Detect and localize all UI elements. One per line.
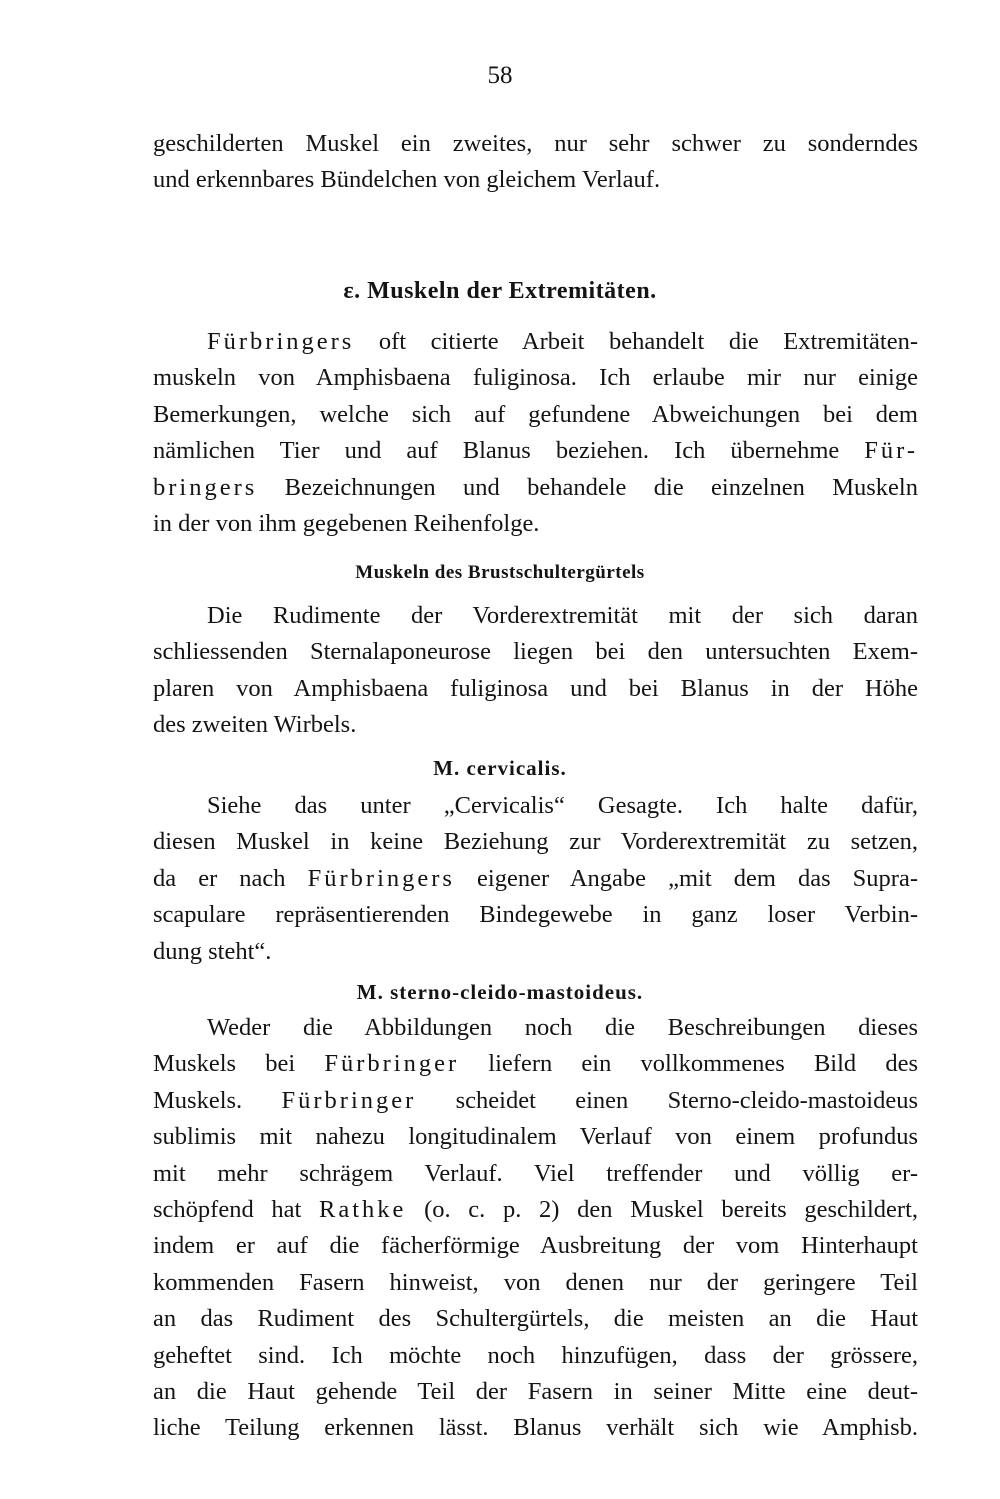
sterno-heading: M. sterno-cleido-mastoideus. <box>356 980 644 1004</box>
text-line: Siehe das unter „Cervicalis“ Gesagte. Ich halte dafür, <box>207 792 918 819</box>
text-line: schöpfend hat Rathke (o. c. p. 2) den Muskel bereits geschildert, <box>153 1195 919 1223</box>
sterno-paragraph <box>153 1010 918 1447</box>
text-line: bringers Bezeichnungen und behandele die einzelnen Muskeln <box>153 473 918 501</box>
text-line: des zweiten Wirbels. <box>153 711 357 739</box>
text-line: Muskels bei Fürbringer liefern ein vollkommenes Bild des <box>153 1050 918 1078</box>
page-number: 58 <box>487 62 513 89</box>
text-line: Die Rudimente der Vorderextremität mit der sich daran <box>207 602 918 629</box>
subsection-paragraph <box>153 598 918 744</box>
cervicalis-paragraph <box>153 788 918 970</box>
intro-paragraph <box>153 126 918 199</box>
text-line: schliessenden Sternalaponeurose liegen bei den untersuchten Exem- <box>153 638 918 666</box>
text-line: Bemerkungen, welche sich auf gefundene Abweichungen bei dem <box>153 400 918 428</box>
text-line: geschilderten Muskel ein zweites, nur sehr schwer zu sonderndes <box>153 130 918 157</box>
text-line: da er nach Fürbringers eigener Angabe „mit dem das Supra- <box>153 864 919 892</box>
text-line: liche Teilung erkennen lässt. Blanus verhält sich wie Amphisb. <box>153 1414 918 1442</box>
text-line: Weder die Abbildungen noch die Beschreibungen dieses <box>207 1014 918 1041</box>
text-line: Fürbringers oft citierte Arbeit behandelt die Extremitäten- <box>207 328 918 355</box>
text-line: kommenden Fasern hinweist, von denen nur der geringere Teil <box>153 1268 918 1296</box>
text-line: geheftet sind. Ich möchte noch hinzufügen, dass der grössere, <box>153 1341 918 1369</box>
cervicalis-heading: M. cervicalis. <box>433 756 567 780</box>
text-line: indem er auf die fächerförmige Ausbreitung der vom Hinterhaupt <box>153 1232 918 1260</box>
text-line: Muskels. Fürbringer scheidet einen Sterno-cleido-mastoideus <box>153 1086 918 1114</box>
text-line: an die Haut gehende Teil der Fasern in seiner Mitte eine deut- <box>153 1377 918 1405</box>
text-line: und erkennbares Bündelchen von gleichem Verlauf. <box>153 166 661 194</box>
text-line: dung steht“. <box>153 937 272 965</box>
text-line: plaren von Amphisbaena fuliginosa und bei Blanus in der Höhe <box>153 674 918 702</box>
text-line: an das Rudiment des Schultergürtels, die meisten an die Haut <box>153 1305 918 1333</box>
section-paragraph <box>153 324 918 542</box>
subsection-heading: Muskeln des Brustschultergürtels <box>355 562 645 583</box>
text-line: diesen Muskel in keine Beziehung zur Vorderextremität zu setzen, <box>153 828 918 856</box>
text-line: sublimis mit nahezu longitudinalem Verlauf von einem profundus <box>153 1123 918 1151</box>
text-line: scapulare repräsentierenden Bindegewebe in ganz loser Verbin- <box>153 901 918 929</box>
text-line: nämlichen Tier und auf Blanus beziehen. Ich übernehme Für- <box>153 437 918 465</box>
text-line: muskeln von Amphisbaena fuliginosa. Ich erlaube mir nur einige <box>153 364 918 392</box>
text-line: in der von ihm gegebenen Reihenfolge. <box>153 509 540 537</box>
section-heading: ε. Muskeln der Extremitäten. <box>343 278 657 304</box>
text-line: mit mehr schrägem Verlauf. Viel treffender und völlig er- <box>153 1159 918 1187</box>
